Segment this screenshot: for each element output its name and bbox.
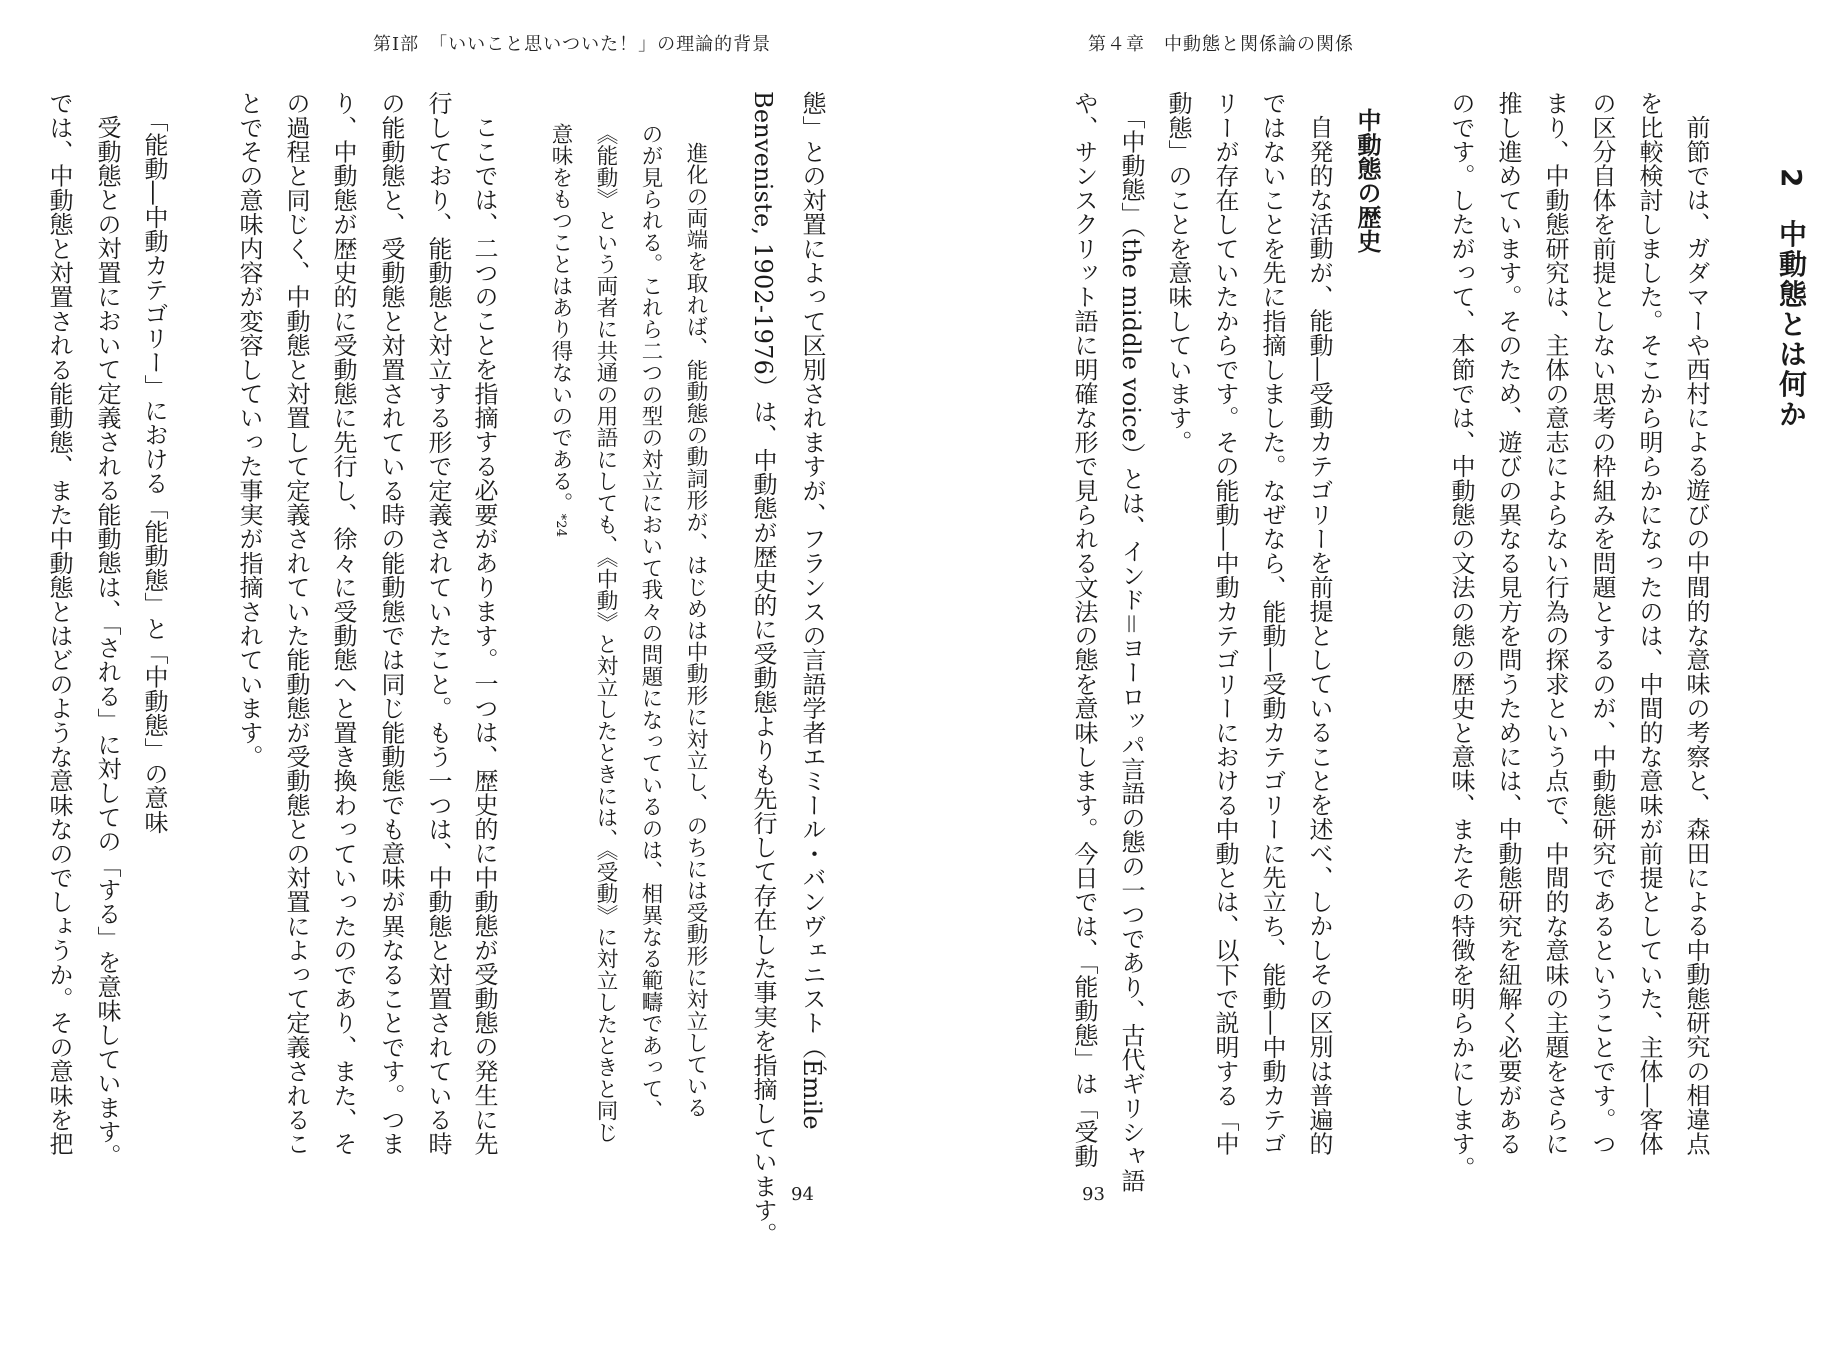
body-line: 前節では、ガダマーや西村による遊びの中間的な意味の考察と、森田による中動態研究の相違点 (1682, 115, 1710, 1156)
right-running-head: 第４章 中動態と関係論の関係 (1088, 34, 1354, 55)
body-line: の区分自体を前提としない思考の枠組みを問題とするのが、中動態研究であるということです。つ (1588, 91, 1616, 1156)
page-number: 94 (791, 1184, 814, 1205)
left-running-head: 第Ⅰ部 「いいこと思いついた！」の理論的背景 (373, 34, 772, 55)
body-line: Benveniste, 1902-1976）は、中動態が歴史的に受動態よりも先行して存在した事実を指摘しています。 (749, 91, 777, 1247)
body-line: ではないことを先に指摘しました。なぜなら、能動―受動カテゴリーに先立ち、能動―中動カテゴ (1258, 91, 1286, 1156)
body-line: や、サンスクリット語に明確な形で見られる文法の態を意味します。今日では、「能動態」は「受動 (1070, 91, 1098, 1168)
body-line: 「中動態」（the middle voice）とは、インド＝ヨーロッパ言語の態の一つであり、古代ギリシャ語 (1117, 105, 1145, 1193)
quote-line: のが見られる。これら二つの型の対立において我々の問題になっているのは、相異なる範疇であって、 (638, 123, 663, 1122)
quote-line: 《能動》という両者に共通の用語にしても、《中動》と対立したときには、《受動》に対立したときと同じ (593, 123, 618, 1144)
body-line: 動態」のことを意味しています。 (1164, 91, 1192, 454)
section-title: 2 中動態とは何か (1775, 168, 1808, 430)
quote-text: 意味をもつことはあり得ないのである。 (548, 123, 573, 514)
body-line: り、中動態が歴史的に受動態に先行し、徐々に受動態へと置き換わっていったのであり、また、そ (329, 91, 357, 1156)
body-line: では、中動態と対置される能動態、また中動態とはどのような意味なのでしょうか。その意味を把 (45, 91, 73, 1156)
footnote-reference[interactable]: *24 (553, 513, 568, 538)
body-line: 受動態との対置において定義される能動態は、「される」に対しての「する」を意味しています。 (93, 115, 121, 1168)
body-line: の能動態と、受動態と対置されている時の能動態では同じ能動態でも意味が異なることです。つま (377, 91, 405, 1156)
body-line: リーが存在していたからです。その能動―中動カテゴリーにおける中動とは、以下で説明する「中 (1211, 91, 1239, 1156)
quote-line (537, 123, 583, 537)
body-line: のです。したがって、本節では、中動態の文法の態の歴史と意味、またその特徴を明らかにします。 (1447, 91, 1475, 1180)
quote-line: 進化の両端を取れば、能動態の動詞形が、はじめは中動形に対立し、のちには受動形に対立している (683, 142, 708, 1119)
subheading: 「能動―中動カテゴリー」における「能動態」と「中動態」の意味 (140, 108, 168, 834)
page-number: 93 (1082, 1184, 1105, 1205)
body-line: 推し進めています。そのため、遊びの異なる見方を問うためには、中動態研究を紐解く必要がある (1494, 91, 1522, 1156)
body-line: とでその意味内容が変容していった事実が指摘されています。 (235, 91, 263, 769)
body-line: 自発的な活動が、能動―受動カテゴリーを前提としていることを述べ、しかしその区別は普遍的 (1305, 115, 1333, 1156)
subheading: 中動態の歴史 (1353, 108, 1381, 254)
body-line: 態」との対置によって区別されますが、フランスの言語学者エミール・バンヴェニスト（Émile (798, 91, 826, 1130)
body-line: の過程と同じく、中動態と対置して定義されていた能動態が受動態との対置によって定義されるこ (282, 91, 310, 1156)
body-line: を比較検討しました。そこから明らかになったのは、中間的な意味が前提としていた、主体―客体 (1635, 91, 1663, 1156)
body-line: 行しており、能動態と対立する形で定義されていたこと。もう一つは、中動態と対置されている時 (424, 91, 452, 1156)
body-line: まり、中動態研究は、主体の意志によらない行為の探求という点で、中間的な意味の主題をさらに (1541, 91, 1569, 1156)
body-line: ここでは、二つのことを指摘する必要があります。一つは、歴史的に中動態が受動態の発生に先 (470, 115, 498, 1156)
